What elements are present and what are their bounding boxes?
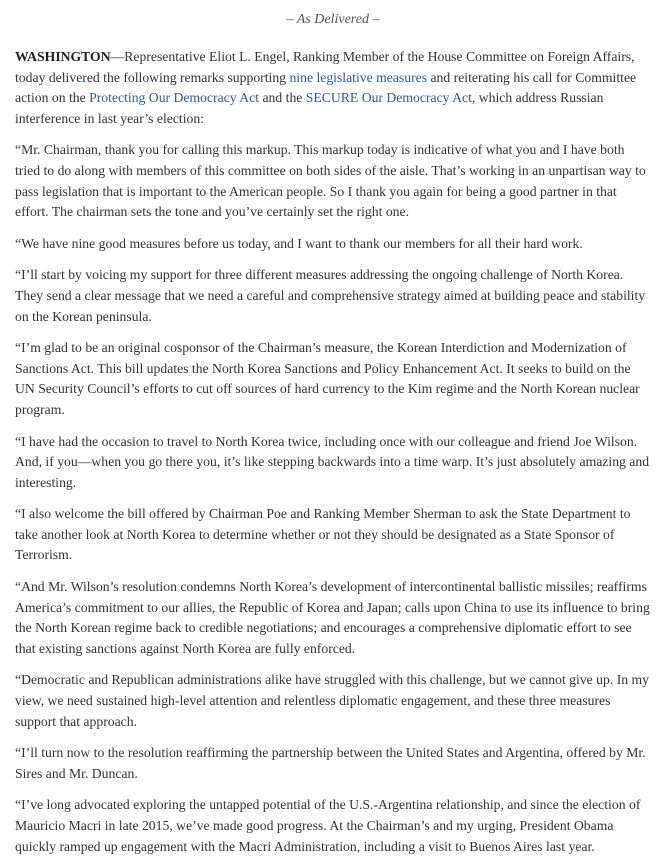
remarks-paragraph-10: “I’ve long advocated exploring the untapped potential of the U.S.-Argentina relationship, and since the election of Mauricio Macri in late 2015, we’ve made good progress. At the Chairman’s and my urging, President Obama quickly ramped up engagement with the Macri Administration, including a visit to Buenos Aires last year.: [15, 797, 641, 854]
secure-our-democracy-act-link[interactable]: SECURE Our Democracy Act: [305, 90, 472, 106]
remarks-paragraph-2: “We have nine good measures before us today, and I want to thank our members for all their hard work.: [15, 235, 583, 251]
dateline: WASHINGTON: [15, 49, 111, 64]
intro-paragraph: [15, 47, 651, 129]
intro-text-3: and the: [259, 90, 306, 106]
remarks-paragraph-8: “Democratic and Republican administrations alike have struggled with this challenge, but we cannot give up. In my view, we need sustained high-level attention and relentless diplomatic engagement, and these three measures support that approach.: [15, 672, 650, 729]
remarks-paragraph-5: “I have had the occasion to travel to North Korea twice, including once with our colleague and friend Joe Wilson. And, if you—when you go there you, it’s like stepping backwards into a time warp. It’s just absolutely amazing and interesting.: [15, 433, 650, 490]
remarks-paragraph-7: “And Mr. Wilson’s resolution condemns North Korea’s development of intercontinental ballistic missiles; reaffirms America’s commitment to our allies, the Republic of Korea and Japan; calls upon China to use its influence to bring the North Korean regime back to credible negotiations; and encourages a comprehensive diplomatic effort to see that existing sanctions against North Korea are fully enforced.: [15, 579, 650, 656]
remarks-paragraph-9: “I’ll turn now to the resolution reaffirming the partnership between the United States and Argentina, offered by Mr. Sires and Mr. Duncan.: [15, 745, 646, 781]
protecting-our-democracy-act-link[interactable]: Protecting Our Democracy Act: [89, 90, 260, 106]
remarks-paragraph-1: “Mr. Chairman, thank you for calling this markup. This markup today is indicative of what you and I have both tried to do along with members of this committee on both sides of the aisle. That’s working in an unpartisan way to pass legislation that is important to the American people. So I thank you again for being a good partner in that effort. The chairman sets the tone and you’ve certainly set the right one.: [15, 142, 646, 220]
remarks-paragraph-3: “I’ll start by voicing my support for three different measures addressing the ongoing challenge of North Korea. They send a clear message that we need a careful and comprehensive strategy aimed at building peace and stability on the Korean peninsula.: [15, 267, 646, 324]
as-delivered-note: – As Delivered –: [286, 12, 380, 27]
nine-legislative-measures-link[interactable]: nine legislative measures: [289, 69, 428, 85]
intro-text-4: , which address Russian interference in last year’s election:: [15, 90, 604, 126]
intro-text-2: and reiterating his call for Committee action on the: [15, 69, 637, 106]
intro-text-1: —Representative Eliot L. Engel, Ranking Member of the House Committee on Foreign Affairs, today delivered the following remarks supporting: [15, 49, 635, 85]
remarks-paragraph-4: “I’m glad to be an original cosponsor of the Chairman’s measure, the Korean Interdiction and Modernization of Sanctions Act. This bill updates the North Korea Sanctions and Policy Enhancement Act. It seeks to build on the UN Security Council’s efforts to cut off sources of hard currency to the Kim regime and the North Korean nuclear program.: [15, 340, 640, 417]
remarks-paragraph-6: “I also welcome the bill offered by Chairman Poe and Ranking Member Sherman to ask the State Department to take another look at North Korea to determine whether or not they should be designated as a State Sponsor of Terrorism.: [15, 506, 631, 563]
